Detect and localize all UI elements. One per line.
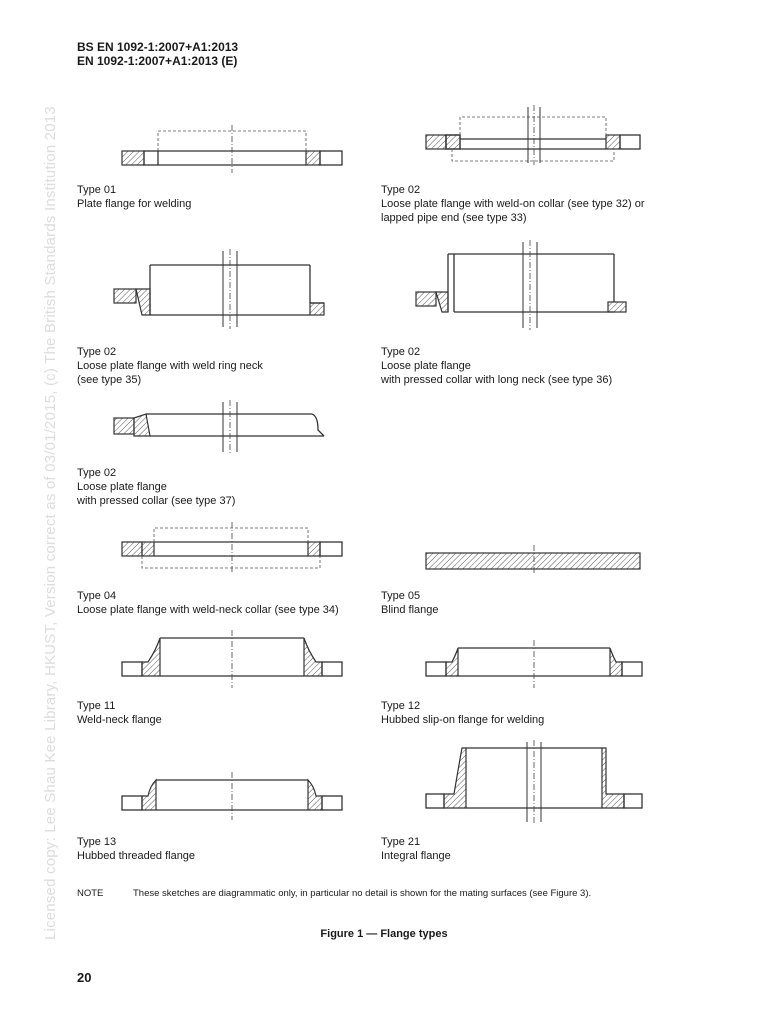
license-watermark: Licensed copy: Lee Shau Kee Library, HKUST, Version correct as of 03/01/2015, (c) The British Standards Institution 2013 <box>42 106 59 940</box>
caption-type-label: Type 04 <box>77 590 117 602</box>
figure-type-02-pressed-collar-drawing <box>112 400 332 455</box>
caption-description: lapped pipe end (see type 33) <box>381 212 527 224</box>
caption-description: Loose plate flange <box>77 481 167 493</box>
caption-type-11 <box>77 699 377 727</box>
figure-title: Figure 1 — Flange types <box>320 928 448 940</box>
standard-number-en: EN 1092-1:2007+A1:2013 (E) <box>77 54 238 68</box>
figure-type-01-drawing <box>120 125 345 175</box>
caption-type-02-weld-ring-neck <box>77 345 377 387</box>
caption-type-label: Type 12 <box>381 700 421 712</box>
caption-description: Loose plate flange with weld-neck collar (see type 34) <box>77 604 339 616</box>
figure-type-02-weld-ring-neck-drawing <box>112 245 332 330</box>
note-text: These sketches are diagrammatic only, in particular no detail is shown for the mating surfaces (see Figure 3). <box>133 888 592 899</box>
caption-description: Hubbed slip-on flange for welding <box>381 714 545 726</box>
caption-type-label: Type 05 <box>381 590 421 602</box>
figure-type-12-drawing <box>424 640 644 690</box>
caption-description: with pressed collar with long neck (see type 36) <box>381 374 613 386</box>
caption-description: Plate flange for welding <box>77 198 192 210</box>
caption-description: Integral flange <box>381 850 451 862</box>
caption-type-label: Type 02 <box>381 346 421 358</box>
caption-type-label: Type 11 <box>77 700 116 712</box>
standard-number: BS EN 1092-1:2007+A1:2013 <box>77 40 239 54</box>
caption-type-01 <box>77 183 377 211</box>
note-label: NOTE <box>77 888 104 899</box>
caption-type-21 <box>381 835 681 863</box>
caption-type-13 <box>77 835 377 863</box>
caption-type-02-weld-on-collar <box>381 183 681 225</box>
caption-type-label: Type 21 <box>381 836 421 848</box>
caption-description: (see type 35) <box>77 374 142 386</box>
figure-type-04-drawing <box>120 522 345 572</box>
figure-type-21-drawing <box>424 740 644 825</box>
caption-description: Loose plate flange with weld ring neck <box>77 360 263 372</box>
caption-type-label: Type 02 <box>77 346 117 358</box>
caption-description: Loose plate flange with weld-on collar (see type 32) or <box>381 198 645 210</box>
caption-type-02-pressed-collar <box>77 466 377 508</box>
figure-type-13-drawing <box>120 772 345 822</box>
caption-type-label: Type 01 <box>77 184 117 196</box>
caption-description: Loose plate flange <box>381 360 471 372</box>
figure-type-02-pressed-collar-long-neck-drawing <box>414 240 634 330</box>
caption-type-label: Type 02 <box>77 467 117 479</box>
caption-description: Blind flange <box>381 604 439 616</box>
page-number: 20 <box>77 970 92 985</box>
caption-type-02-pressed-collar-long-neck <box>381 345 681 387</box>
figure-type-05-drawing <box>424 545 644 575</box>
caption-type-label: Type 13 <box>77 836 117 848</box>
caption-type-label: Type 02 <box>381 184 421 196</box>
caption-type-05 <box>381 589 681 617</box>
caption-description: with pressed collar (see type 37) <box>77 495 236 507</box>
figure-type-02-weld-on-collar-drawing <box>424 105 644 165</box>
caption-description: Hubbed threaded flange <box>77 850 196 862</box>
caption-type-04 <box>77 589 377 617</box>
figure-type-11-drawing <box>120 630 345 690</box>
caption-type-12 <box>381 699 681 727</box>
caption-description: Weld-neck flange <box>77 714 162 726</box>
